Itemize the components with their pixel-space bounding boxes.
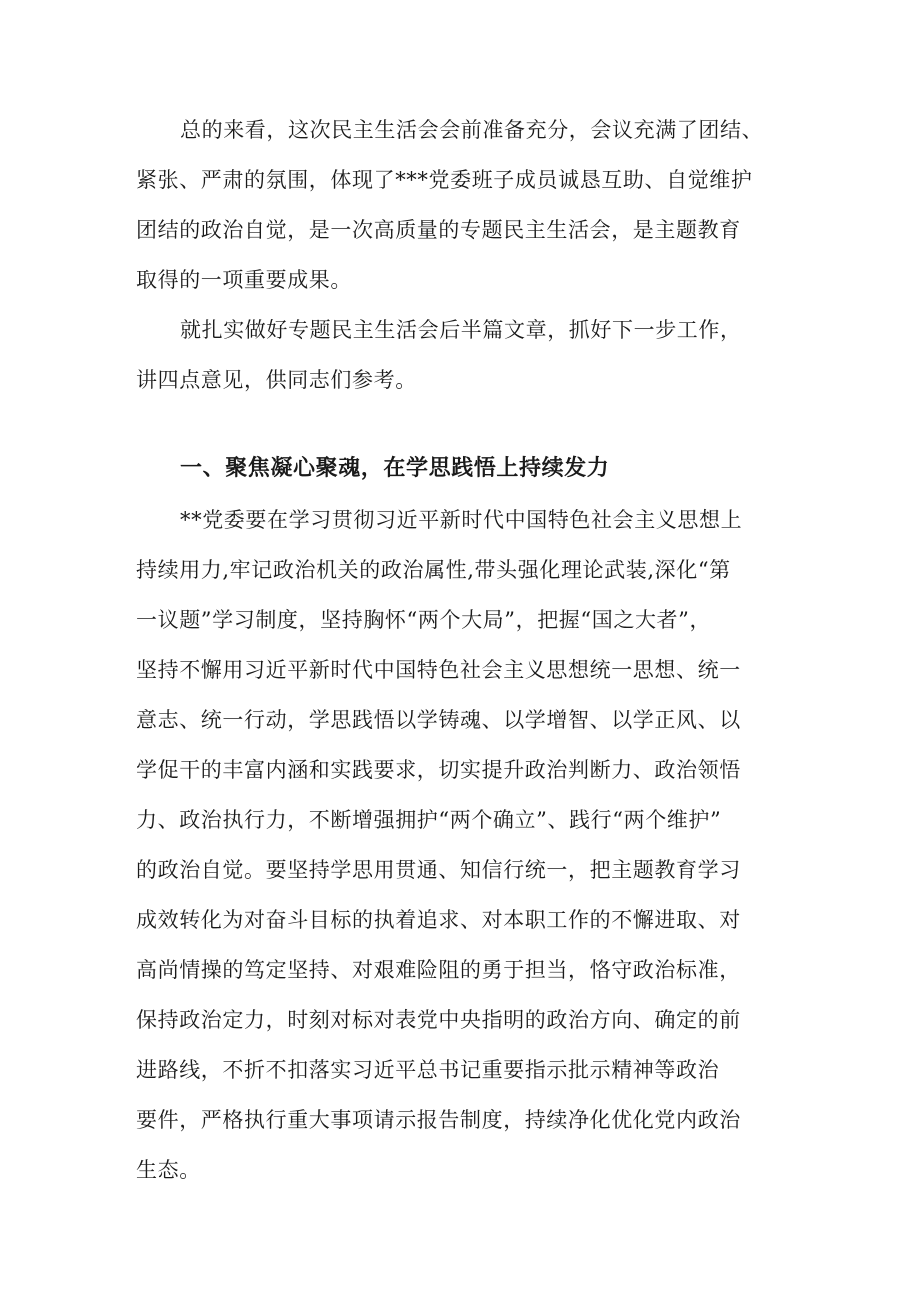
section-line-11: 保持政治定力，时刻对标对表党中央指明的政治方向、确定的前 <box>136 1008 741 1032</box>
section-line-2: 持续用力,牢记政治机关的政治属性,带头强化理论武装,深化“第 <box>136 558 731 582</box>
section-line-12: 进路线，不折不扣落实习近平总书记重要指示批示精神等政治 <box>136 1058 720 1082</box>
section-line-5: 意志、统一行动，学思践悟以学铸魂、以学增智、以学正风、以 <box>136 708 741 732</box>
section-line-10: 高尚情操的笃定坚持、对艰难险阻的勇于担当，恪守政治标准， <box>136 958 741 982</box>
section-line-6: 学促干的丰富内涵和实践要求，切实提升政治判断力、政治领悟 <box>136 758 741 782</box>
summary-line-1: 总的来看，这次民主生活会会前准备充分，会议充满了团结、 <box>180 118 764 142</box>
section-line-4: 坚持不懈用习近平新时代中国特色社会主义思想统一思想、统一 <box>136 658 741 682</box>
section-line-7: 力、政治执行力，不断增强拥护“两个确立”、践行“两个维护” <box>136 808 722 832</box>
summary-line-2: 紧张、严肃的氛围，体现了***党委班子成员诚恳互助、自觉维护 <box>136 168 753 192</box>
section-line-14: 生态。 <box>136 1158 201 1182</box>
section-line-13: 要件，严格执行重大事项请示报告制度，持续净化优化党内政治 <box>136 1108 741 1132</box>
section-line-9: 成效转化为对奋斗目标的执着追求、对本职工作的不懈进取、对 <box>136 908 741 932</box>
summary-line-4: 取得的一项重要成果。 <box>136 268 352 292</box>
summary-line-3: 团结的政治自觉，是一次高质量的专题民主生活会，是主题教育 <box>136 218 741 242</box>
intro-line-2: 讲四点意见，供同志们参考。 <box>136 368 417 392</box>
intro-line-1: 就扎实做好专题民主生活会后半篇文章，抓好下一步工作， <box>180 318 742 342</box>
section-line-1: **党委要在学习贯彻习近平新时代中国特色社会主义思想上 <box>180 508 743 532</box>
section-heading: 一、聚焦凝心聚魂，在学思践悟上持续发力 <box>180 456 610 481</box>
section-line-8: 的政治自觉。要坚持学思用贯通、知信行统一，把主题教育学习 <box>136 858 741 882</box>
section-line-3: 一议题”学习制度，坚持胸怀“两个大局”，把握“国之大者”， <box>136 608 712 632</box>
